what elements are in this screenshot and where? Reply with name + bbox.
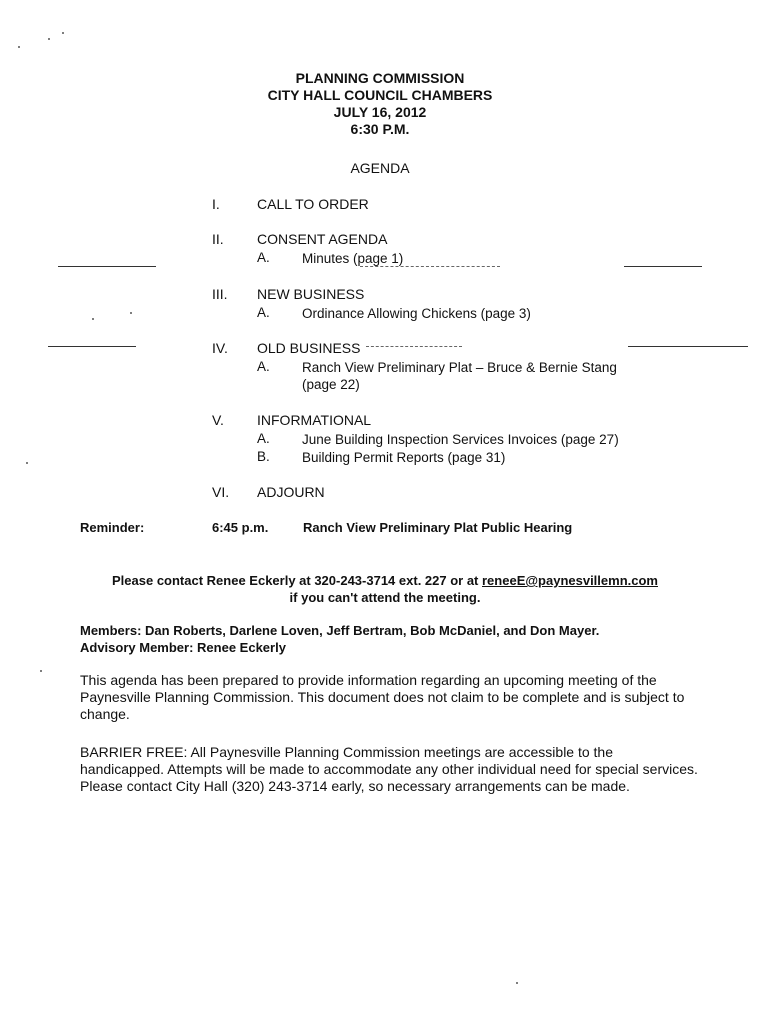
contact-email-link[interactable]: reneeE@paynesvillemn.com	[482, 573, 658, 588]
scan-artifact-line	[58, 266, 156, 267]
item-ranch-view-plat-line1: Ranch View Preliminary Plat – Bruce & Bernie Stang	[302, 360, 617, 375]
item-letter: A.	[257, 305, 270, 320]
section-title-old-business: OLD BUSINESS	[257, 340, 361, 356]
item-minutes: Minutes (page 1)	[302, 251, 404, 266]
header-location: CITY HALL COUNCIL CHAMBERS	[267, 87, 493, 103]
disclaimer-paragraph: This agenda has been prepared to provide information regarding an upcoming meeting of the Paynesville Planning Commission. This document does not claim to be complete and is subject to change.	[80, 672, 685, 722]
section-title-adjourn: ADJOURN	[257, 484, 325, 500]
scan-speck	[130, 312, 132, 314]
scan-artifact-line	[628, 346, 748, 347]
header-title: PLANNING COMMISSION	[295, 70, 465, 86]
section-numeral: V.	[212, 412, 224, 428]
contact-line2: if you can't attend the meeting.	[289, 590, 481, 605]
item-letter: A.	[257, 431, 270, 446]
section-numeral: IV.	[212, 340, 228, 356]
section-numeral: I.	[212, 196, 220, 212]
scan-speck	[26, 462, 28, 464]
scan-artifact-line	[366, 346, 462, 347]
reminder-label: Reminder:	[80, 520, 145, 535]
item-letter: A.	[257, 359, 270, 374]
header-date: JULY 16, 2012	[333, 104, 427, 120]
scan-speck	[516, 982, 518, 984]
item-inspection-invoices: June Building Inspection Services Invoices (page 27)	[302, 432, 619, 447]
scan-speck	[48, 38, 50, 40]
scan-artifact-line	[360, 266, 500, 267]
advisory-member: Advisory Member: Renee Eckerly	[80, 640, 286, 655]
item-ordinance-chickens: Ordinance Allowing Chickens (page 3)	[302, 306, 531, 321]
reminder-time: 6:45 p.m.	[212, 520, 269, 535]
contact-text: Please contact Renee Eckerly at 320-243-3714 ext. 227 or at	[112, 573, 482, 588]
scan-speck	[18, 46, 20, 48]
section-title-call-to-order: CALL TO ORDER	[257, 196, 369, 212]
scan-speck	[62, 32, 64, 34]
header-time: 6:30 P.M.	[350, 121, 410, 137]
document-header	[180, 70, 580, 138]
scan-artifact-line	[48, 346, 136, 347]
section-title-consent-agenda: CONSENT AGENDA	[257, 231, 388, 247]
section-numeral: II.	[212, 231, 224, 247]
reminder-event: Ranch View Preliminary Plat Public Hearing	[303, 520, 573, 535]
item-ranch-view-plat	[302, 359, 617, 393]
section-numeral: VI.	[212, 484, 230, 500]
members-block	[80, 622, 599, 656]
item-letter: A.	[257, 250, 270, 265]
contact-notice	[40, 572, 730, 606]
agenda-title: AGENDA	[350, 160, 410, 176]
barrier-free-paragraph: BARRIER FREE: All Paynesville Planning Commission meetings are accessible to the handicapped. Attempts will be made to accommodate any other individual need for special services. Please contact City Hall (320) 243-3714 early, so necessary arrangements can be made.	[80, 744, 698, 794]
scan-artifact-line	[624, 266, 702, 267]
members-list: Members: Dan Roberts, Darlene Loven, Jeff Bertram, Bob McDaniel, and Don Mayer.	[80, 623, 600, 638]
item-ranch-view-plat-line2: (page 22)	[302, 377, 360, 392]
scan-speck	[40, 670, 42, 672]
section-title-informational: INFORMATIONAL	[257, 412, 372, 428]
scan-speck	[92, 318, 94, 320]
item-letter: B.	[257, 449, 270, 464]
section-numeral: III.	[212, 286, 228, 302]
section-title-new-business: NEW BUSINESS	[257, 286, 365, 302]
item-permit-reports: Building Permit Reports (page 31)	[302, 450, 506, 465]
contact-line1	[40, 572, 730, 589]
